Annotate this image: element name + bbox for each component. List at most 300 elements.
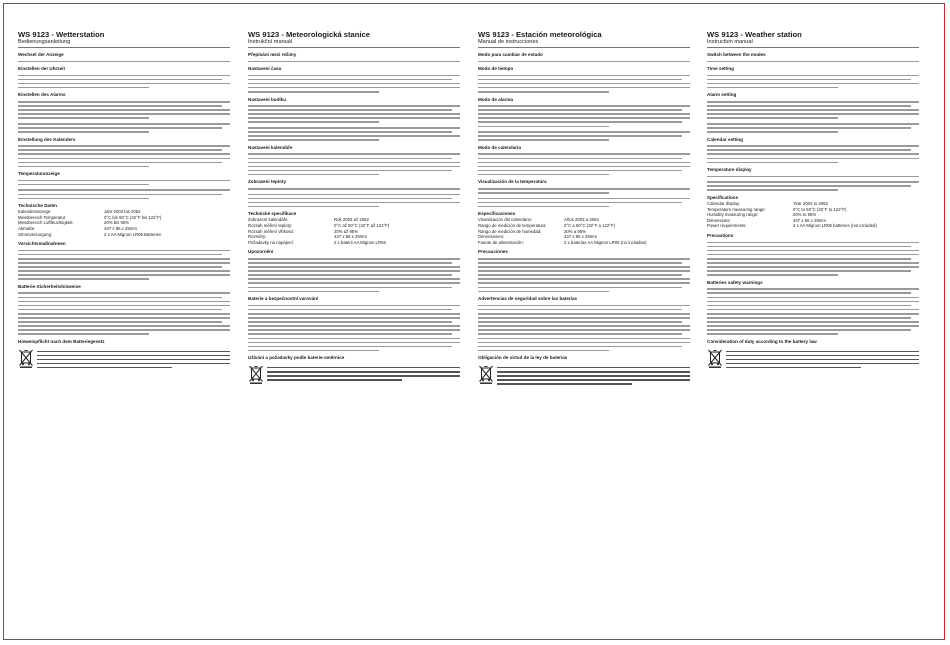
text-line-placeholder: [478, 262, 682, 264]
text-line-placeholder: [478, 170, 682, 172]
spec-label: Rango de medición de humedad:: [478, 228, 542, 234]
spec-value: 20% bis 95%: [104, 220, 130, 226]
spec-value: 20% a 95%: [564, 228, 586, 234]
text-line-placeholder: [248, 170, 452, 172]
text-line-placeholder: [18, 131, 149, 133]
section: [248, 97, 460, 123]
text-line-placeholder: [707, 270, 911, 272]
section-heading: Hinweispflicht nach dem Batteriegesetz: [18, 339, 105, 344]
text-line-placeholder: [478, 270, 690, 272]
section-heading: Consideration of duty according to the battery law: [707, 339, 817, 344]
section: [478, 249, 690, 292]
text-line-placeholder: [18, 162, 222, 164]
section-heading: Switch between the modes: [707, 52, 766, 57]
column-czech: [248, 30, 460, 630]
text-line-placeholder: [707, 87, 838, 89]
text-line-placeholder: [478, 174, 609, 176]
crossed-bin-icon: [18, 348, 34, 368]
text-line-placeholder: [18, 194, 222, 196]
section-heading: Nastavení kalendáře: [248, 144, 293, 150]
spec-value: Year 2003 to 2062: [793, 201, 828, 207]
section-heading: Baterie a bezpečnostní varování: [248, 296, 319, 302]
text-line-placeholder: [707, 274, 838, 276]
spec-value: 0°C a 50°C (32°F a 122°F): [564, 223, 616, 229]
text-line-placeholder: [248, 198, 452, 200]
text-line-placeholder: [478, 75, 690, 77]
spec-value: Años 2003 a 2062: [564, 217, 599, 223]
text-line-placeholder: [248, 61, 460, 63]
section: [707, 181, 919, 191]
section: [248, 127, 460, 141]
section-heading: Temperature display: [707, 167, 752, 173]
text-line-placeholder: [497, 375, 690, 377]
text-line-placeholder: [707, 79, 911, 81]
text-line-placeholder: [248, 321, 452, 323]
column-spanish: [478, 30, 690, 630]
text-line-placeholder: [707, 127, 911, 129]
text-line-placeholder: [707, 131, 838, 133]
spec-row: [18, 232, 230, 238]
text-line-placeholder: [707, 325, 919, 327]
text-line-placeholder: [18, 325, 230, 327]
section-heading: Obligación de virtud de la ley de baterías: [478, 355, 568, 361]
spec-value: 2 x baterías AA Mignon LR06 (no incluidas): [564, 239, 647, 245]
spec-value: 2 x AA Mignon LR06 batteries (not included): [793, 223, 877, 229]
text-line-placeholder: [248, 202, 460, 204]
text-line-placeholder: [478, 83, 690, 85]
text-line-placeholder: [18, 313, 230, 315]
text-line-placeholder: [18, 184, 149, 186]
text-line-placeholder: [707, 153, 919, 155]
text-line-placeholder: [248, 135, 460, 137]
spec-label: Rozměry:: [248, 234, 267, 240]
text-line-placeholder: [248, 346, 452, 348]
text-line-placeholder: [707, 242, 919, 244]
spec-value: 2 x AA Mignon LR06 Batterien: [104, 231, 162, 237]
disposal-notice: [18, 348, 230, 368]
text-line-placeholder: [707, 250, 919, 252]
section-heading: Vorsichtsmaßnahmen: [18, 241, 66, 247]
text-line-placeholder: [478, 206, 609, 208]
text-line-placeholder: [478, 350, 609, 352]
text-line-placeholder: [707, 258, 911, 260]
section: [478, 211, 690, 245]
text-line-placeholder: [248, 258, 460, 260]
text-line-placeholder: [18, 127, 222, 129]
section-heading: Einstellen des Alarms: [18, 92, 66, 98]
text-line-placeholder: [18, 321, 222, 323]
text-line-placeholder: [248, 278, 460, 280]
text-line-placeholder: [478, 109, 682, 111]
spec-value: 0°C to 50°C (32°F to 122°F): [793, 206, 847, 212]
text-line-placeholder: [707, 123, 919, 125]
text-line-placeholder: [707, 292, 911, 294]
text-line-placeholder: [248, 305, 460, 307]
text-line-placeholder: [248, 317, 460, 319]
text-line-placeholder: [248, 153, 460, 155]
text-line-placeholder: [267, 367, 460, 369]
spec-label: Rozsah měření teploty:: [248, 223, 293, 229]
section: [478, 296, 690, 351]
text-line-placeholder: [707, 101, 919, 103]
text-line-placeholder: [707, 145, 919, 147]
column-german: [18, 30, 230, 630]
text-line-placeholder: [707, 176, 919, 178]
section: [18, 284, 230, 335]
section: [248, 355, 460, 384]
text-line-placeholder: [18, 262, 230, 264]
spec-value: 0°C až 50°C (32°F až 122°F): [334, 223, 390, 229]
spec-value: 20% to 95%: [793, 212, 817, 218]
section: [707, 195, 919, 229]
spec-label: Zobrazení kalendáře:: [248, 217, 289, 223]
text-line-placeholder: [478, 342, 690, 344]
text-line-placeholder: [37, 363, 230, 365]
text-line-placeholder: [497, 371, 690, 373]
text-line-placeholder: [478, 338, 690, 340]
text-line-placeholder: [248, 158, 452, 160]
text-line-placeholder: [478, 126, 609, 128]
text-line-placeholder: [707, 113, 919, 115]
spec-value: Rok 2003 až 2062: [334, 217, 369, 223]
spec-label: Abmaße:: [18, 226, 36, 232]
spec-label: Kalenderanzeige:: [18, 209, 52, 215]
section-heading: Přepínání mezi režimy: [248, 52, 297, 57]
text-line-placeholder: [707, 321, 919, 323]
text-line-placeholder: [18, 117, 149, 119]
text-line-placeholder: [478, 131, 690, 133]
text-line-placeholder: [248, 262, 452, 264]
text-line-placeholder: [478, 188, 690, 190]
text-line-placeholder: [707, 246, 911, 248]
text-line-placeholder: [37, 367, 172, 369]
text-line-placeholder: [478, 274, 682, 276]
text-line-placeholder: [707, 61, 919, 63]
text-line-placeholder: [707, 262, 919, 264]
spec-label: Messbereich Luftfeuchtigkeit:: [18, 220, 74, 226]
text-line-placeholder: [478, 198, 690, 200]
crossed-bin-icon: [248, 364, 264, 384]
spec-row: [478, 240, 690, 246]
text-line-placeholder: [707, 333, 838, 335]
spec-value: 437 x 86 x 29mm: [334, 234, 367, 240]
section-heading: Zobrazení teploty: [248, 179, 287, 185]
text-line-placeholder: [248, 139, 379, 141]
text-line-placeholder: [478, 266, 690, 268]
text-line-placeholder: [18, 153, 230, 155]
section: [707, 339, 919, 368]
section-heading: Especificaciones: [478, 211, 516, 217]
text-line-placeholder: [248, 188, 460, 190]
manual-title: WS 9123 - Estación meteorológica: [478, 30, 602, 39]
text-line-placeholder: [18, 270, 230, 272]
text-line-placeholder: [707, 181, 919, 183]
section: [478, 355, 690, 384]
manual-columns: [18, 30, 934, 630]
text-line-placeholder: [267, 375, 460, 377]
text-line-placeholder: [18, 61, 230, 63]
text-line-placeholder: [478, 153, 690, 155]
text-line-placeholder: [18, 79, 222, 81]
text-line-placeholder: [248, 83, 460, 85]
text-line-placeholder: [478, 135, 682, 137]
section-heading: Temperaturanzeige: [18, 171, 60, 177]
section-heading: Nastavení budíku: [248, 96, 287, 102]
text-line-placeholder: [18, 292, 230, 294]
text-line-placeholder: [18, 145, 230, 147]
text-line-placeholder: [478, 192, 609, 194]
text-line-placeholder: [18, 258, 230, 260]
text-line-placeholder: [248, 131, 452, 133]
section: [707, 137, 919, 163]
section: [18, 66, 230, 88]
text-line-placeholder: [707, 317, 911, 319]
section: [248, 249, 460, 292]
text-line-placeholder: [478, 325, 690, 327]
section: [248, 211, 460, 245]
text-line-placeholder: [707, 329, 911, 331]
text-line-placeholder: [478, 305, 690, 307]
spec-label: Stromversorgung:: [18, 231, 53, 237]
text-line-placeholder: [497, 383, 632, 385]
section: [478, 145, 690, 176]
spec-label: Fuente de alimentación:: [478, 239, 524, 245]
text-line-placeholder: [248, 266, 460, 268]
text-line-placeholder: [707, 149, 911, 151]
text-line-placeholder: [707, 162, 838, 164]
text-line-placeholder: [248, 333, 452, 335]
section: [707, 66, 919, 88]
text-line-placeholder: [248, 325, 460, 327]
text-line-placeholder: [248, 109, 452, 111]
text-line-placeholder: [478, 313, 690, 315]
text-line-placeholder: [18, 87, 149, 89]
text-line-placeholder: [248, 87, 460, 89]
section: [18, 339, 230, 368]
text-line-placeholder: [248, 79, 452, 81]
manual-subtitle: Manual de instrucciones: [478, 39, 690, 48]
section: [248, 145, 460, 176]
text-line-placeholder: [478, 87, 690, 89]
text-line-placeholder: [18, 158, 230, 160]
section: [248, 179, 460, 189]
text-line-placeholder: [18, 83, 230, 85]
text-line-placeholder: [18, 109, 230, 111]
section: [18, 52, 230, 62]
text-line-placeholder: [478, 291, 609, 293]
text-line-placeholder: [478, 329, 690, 331]
section-heading: Modo para cambiar de estado: [478, 52, 543, 57]
text-line-placeholder: [248, 282, 460, 284]
section: [707, 233, 919, 276]
text-line-placeholder: [707, 305, 911, 307]
text-line-placeholder: [478, 166, 690, 168]
text-line-placeholder: [248, 174, 379, 176]
section: [478, 198, 690, 208]
spec-row: [248, 240, 460, 246]
section-heading: Upozornění: [248, 249, 274, 255]
section-heading: Modo de tiempo: [478, 66, 514, 72]
section: [707, 123, 919, 133]
text-line-placeholder: [478, 321, 682, 323]
text-line-placeholder: [18, 266, 222, 268]
spec-label: Humidity measuring range:: [707, 212, 759, 218]
disposal-notice: [707, 348, 919, 368]
text-line-placeholder: [726, 359, 919, 361]
spec-label: Rozsah měření vlhkosti:: [248, 228, 294, 234]
section: [248, 296, 460, 351]
text-line-placeholder: [707, 288, 919, 290]
section-heading: Calendar setting: [707, 136, 743, 142]
text-line-placeholder: [18, 123, 230, 125]
crossed-bin-icon: [707, 348, 723, 368]
text-line-placeholder: [726, 355, 919, 357]
text-line-placeholder: [248, 113, 460, 115]
text-line-placeholder: [478, 202, 682, 204]
section-heading: Batterie-Sicherheitshinweise: [18, 283, 81, 289]
spec-value: Jahr 2003 bis 2062: [104, 209, 141, 215]
text-line-placeholder: [726, 351, 919, 353]
text-line-placeholder: [726, 363, 919, 365]
section: [478, 52, 690, 62]
text-line-placeholder: [478, 91, 609, 93]
text-line-placeholder: [497, 379, 690, 381]
text-line-placeholder: [248, 91, 379, 93]
section: [18, 123, 230, 133]
text-line-placeholder: [248, 274, 452, 276]
text-line-placeholder: [18, 297, 222, 299]
text-line-placeholder: [248, 338, 460, 340]
text-line-placeholder: [37, 359, 230, 361]
spec-label: Messbereich Temperatur:: [18, 214, 67, 220]
text-line-placeholder: [248, 127, 460, 129]
section: [478, 97, 690, 128]
spec-value: 2 x baterii AA Mignon LR06: [334, 239, 386, 245]
text-line-placeholder: [478, 258, 690, 260]
text-line-placeholder: [478, 287, 682, 289]
spec-label: Dimensions:: [707, 217, 731, 223]
text-line-placeholder: [18, 105, 222, 107]
text-line-placeholder: [18, 301, 230, 303]
text-line-placeholder: [707, 105, 911, 107]
column-english: [707, 30, 919, 630]
text-line-placeholder: [478, 309, 682, 311]
section: [18, 92, 230, 118]
section: [707, 92, 919, 118]
manual-title: WS 9123 - Wetterstation: [18, 30, 105, 39]
text-line-placeholder: [478, 317, 690, 319]
section: [18, 137, 230, 168]
section: [18, 189, 230, 199]
text-line-placeholder: [18, 180, 230, 182]
section: [707, 167, 919, 177]
section: [478, 131, 690, 141]
text-line-placeholder: [248, 75, 460, 77]
section-heading: Precauciones: [478, 249, 508, 255]
text-line-placeholder: [37, 351, 230, 353]
text-line-placeholder: [707, 309, 919, 311]
disposal-notice: [248, 364, 460, 384]
text-line-placeholder: [18, 198, 149, 200]
section-heading: Modo de alarma: [478, 96, 513, 102]
section-heading: Einstellung des Kalenders: [18, 136, 76, 142]
section-heading: Batteries safety warnings: [707, 279, 763, 285]
text-line-placeholder: [248, 121, 379, 123]
text-line-placeholder: [18, 309, 222, 311]
text-line-placeholder: [248, 287, 452, 289]
section: [707, 52, 919, 62]
text-line-placeholder: [18, 189, 230, 191]
text-line-placeholder: [18, 149, 222, 151]
text-line-placeholder: [37, 355, 230, 357]
text-line-placeholder: [726, 367, 861, 369]
section: [248, 194, 460, 208]
text-line-placeholder: [18, 113, 230, 115]
text-line-placeholder: [478, 158, 682, 160]
text-line-placeholder: [18, 329, 230, 331]
spec-label: Dimensiones:: [478, 234, 505, 240]
text-line-placeholder: [248, 162, 460, 164]
section-heading: Užívání a požadavky podle baterie-směrnice: [248, 355, 345, 361]
manual-subtitle: Instruction manual: [707, 39, 919, 48]
section-heading: Specifications: [707, 195, 739, 201]
section: [248, 52, 460, 62]
text-line-placeholder: [267, 379, 402, 381]
section: [18, 171, 230, 185]
spec-label: Power requirements:: [707, 223, 747, 229]
text-line-placeholder: [18, 101, 230, 103]
manual-subtitle: Instrukční manuál: [248, 39, 460, 48]
text-line-placeholder: [707, 185, 911, 187]
text-line-placeholder: [248, 105, 460, 107]
text-line-placeholder: [18, 305, 230, 307]
text-line-placeholder: [248, 309, 452, 311]
spec-label: Calendar display:: [707, 201, 741, 207]
text-line-placeholder: [707, 75, 919, 77]
spec-value: 0°C bis 50°C (32°F bis 122°F): [104, 214, 162, 220]
text-line-placeholder: [478, 121, 682, 123]
text-line-placeholder: [478, 282, 690, 284]
text-line-placeholder: [18, 166, 149, 168]
section-heading: Wechsel der Anzeige: [18, 52, 64, 57]
section-heading: Time setting: [707, 66, 734, 72]
disposal-notice: [478, 364, 690, 384]
text-line-placeholder: [248, 194, 460, 196]
section: [18, 203, 230, 237]
manual-title: WS 9123 - Meteorologická stanice: [248, 30, 370, 39]
spec-label: Požadavky na napájení:: [248, 239, 294, 245]
text-line-placeholder: [707, 266, 919, 268]
section-heading: Einstellen der Uhrzeit: [18, 66, 65, 72]
text-line-placeholder: [707, 189, 838, 191]
text-line-placeholder: [707, 313, 919, 315]
text-line-placeholder: [497, 367, 690, 369]
spec-label: Temperature measuring range:: [707, 206, 766, 212]
text-line-placeholder: [18, 278, 149, 280]
text-line-placeholder: [18, 333, 149, 335]
text-line-placeholder: [707, 158, 919, 160]
text-line-placeholder: [248, 270, 460, 272]
text-line-placeholder: [18, 254, 222, 256]
text-line-placeholder: [478, 346, 682, 348]
section-heading: Technické specifikace: [248, 211, 297, 217]
spec-label: Visualización del calendario:: [478, 217, 533, 223]
text-line-placeholder: [707, 117, 838, 119]
section-heading: Advertencias de seguridad sobre las baterías: [478, 296, 578, 302]
manual-subtitle: Bedienungsanleitung: [18, 39, 230, 48]
text-line-placeholder: [478, 105, 690, 107]
text-line-placeholder: [478, 79, 682, 81]
